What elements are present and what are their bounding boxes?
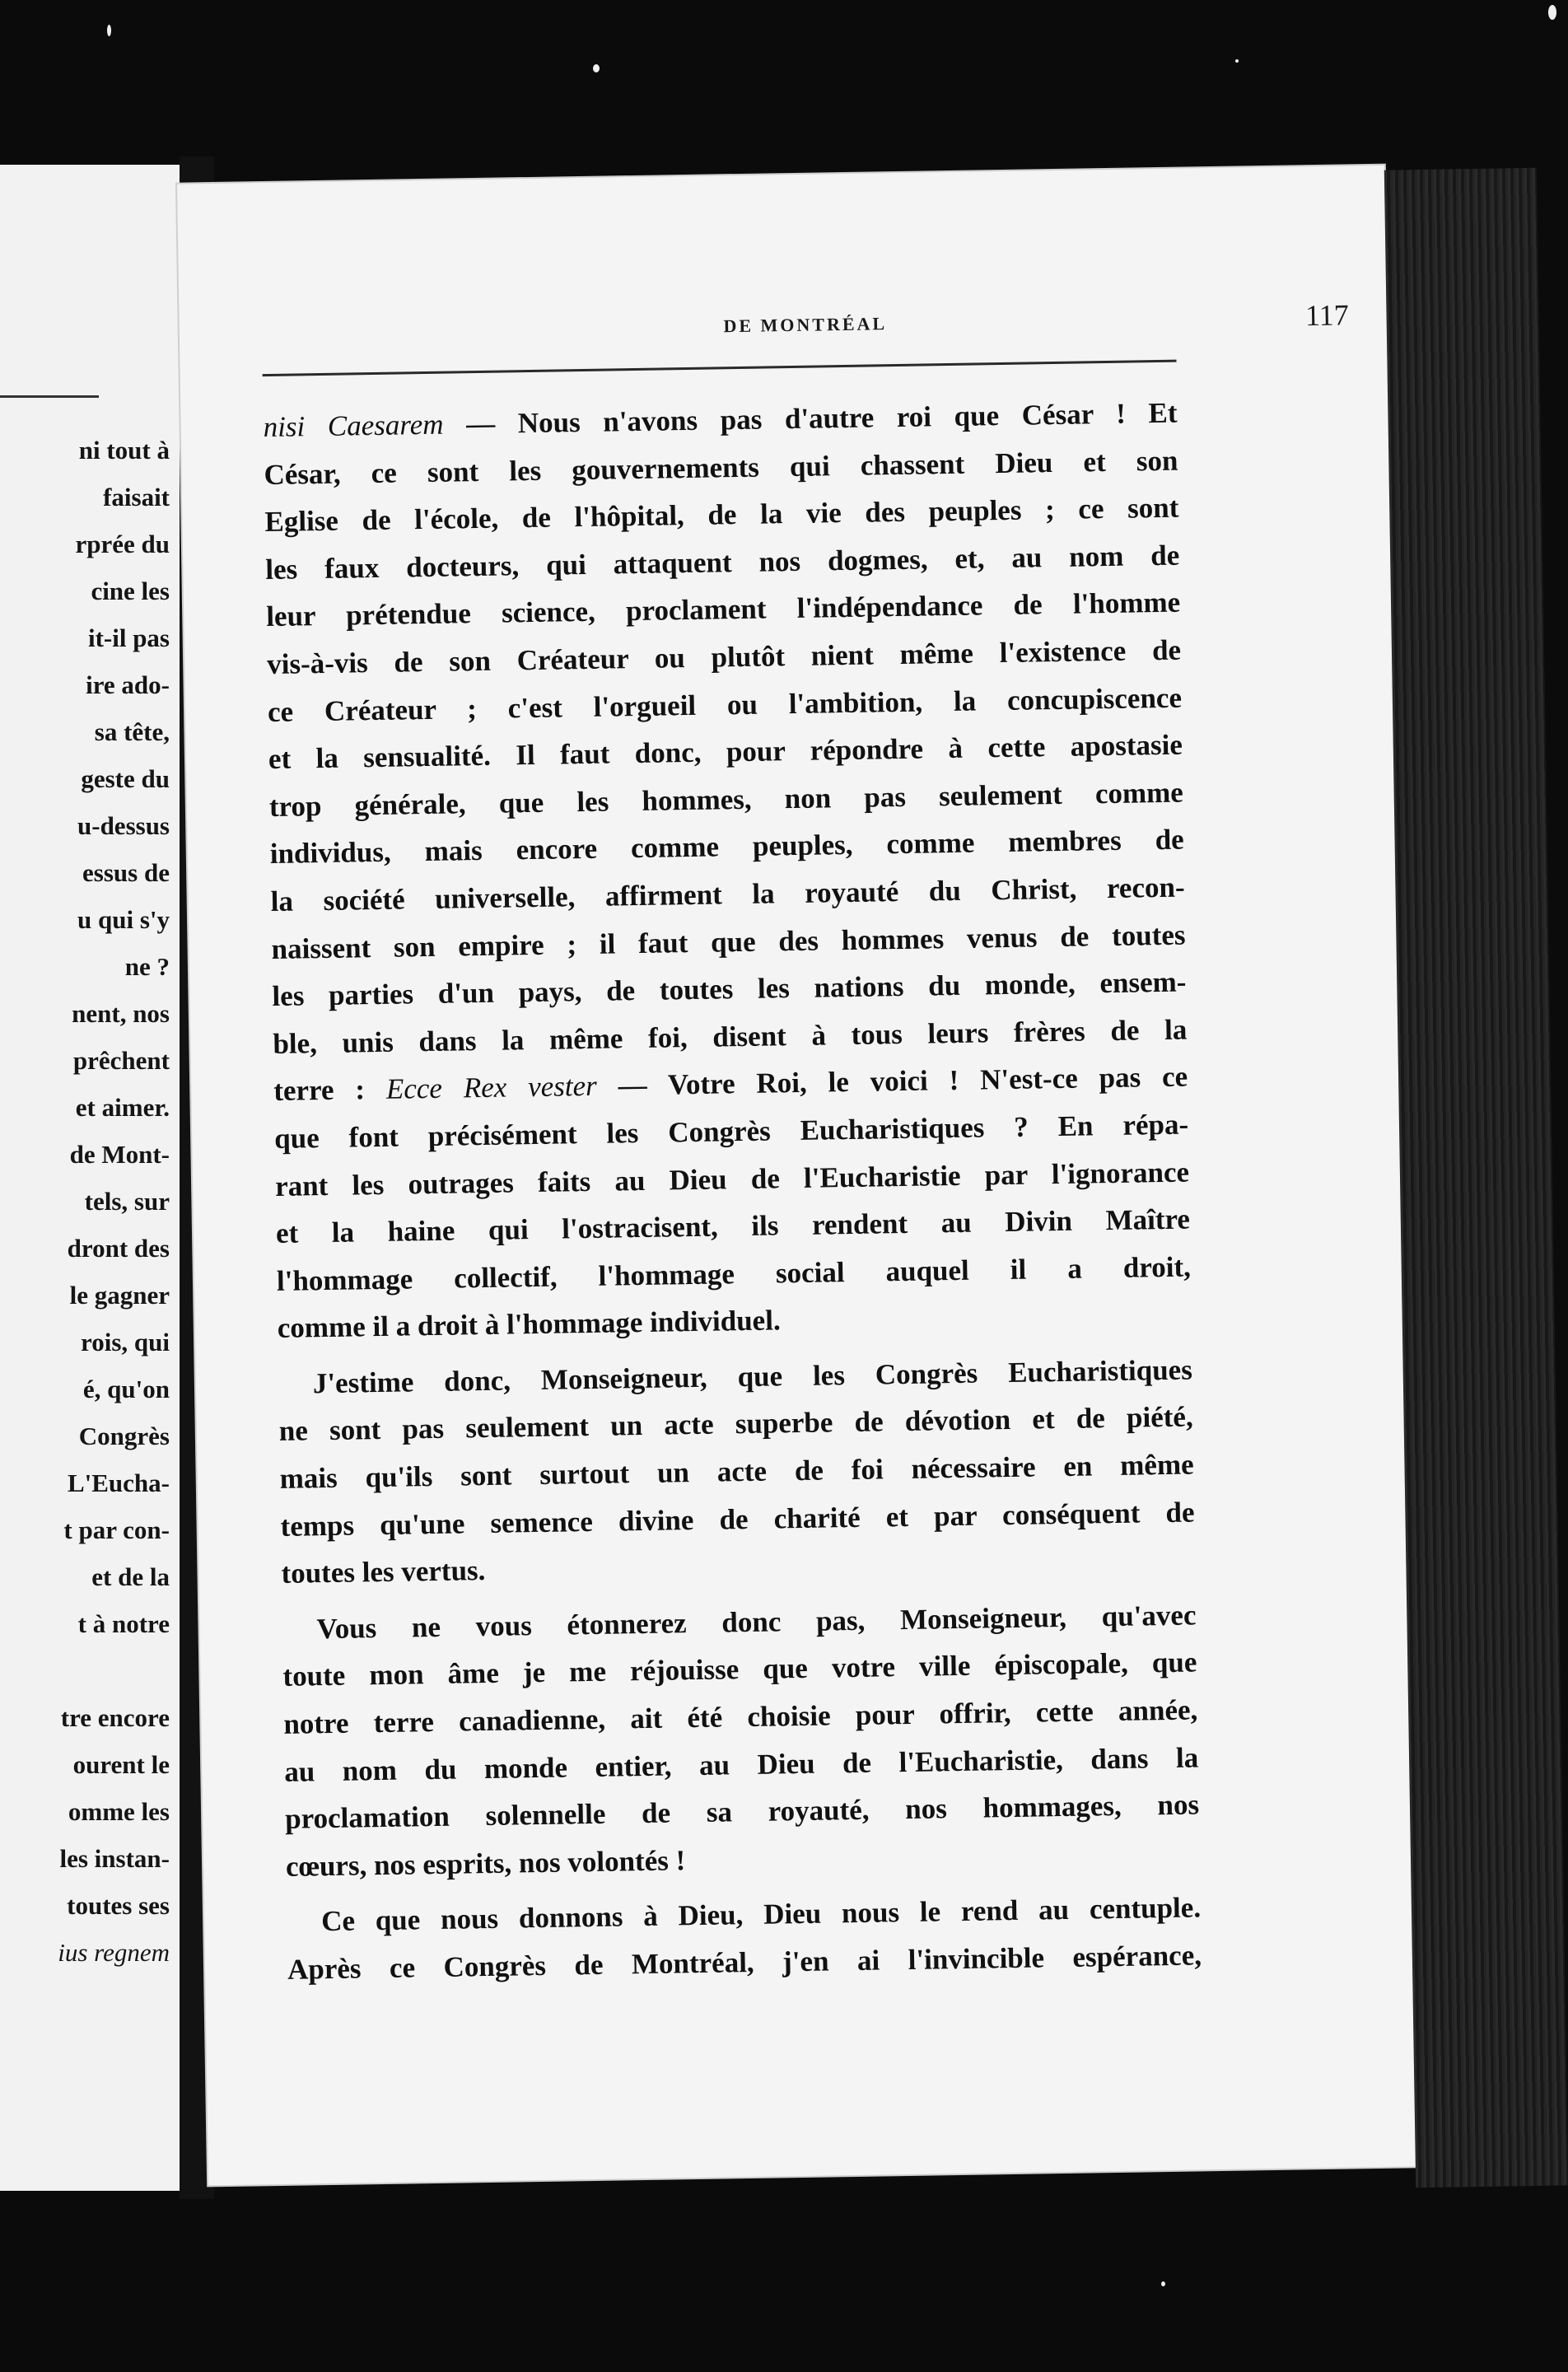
text-line: Après ce Congrès de Montréal, j'en ai l'invincible espérance,	[287, 1939, 1202, 1986]
text-line: toute mon âme je me réjouisse que votre ville épiscopale, que	[282, 1646, 1197, 1693]
previous-page-line: et de la	[91, 1562, 170, 1591]
text-line: leur prétendue science, proclament l'indépendance de l'homme	[265, 586, 1181, 633]
text-line: les faux docteurs, qui attaquent nos dogmes, et, au nom de	[265, 539, 1180, 586]
previous-page-line: cine les	[91, 577, 170, 605]
previous-page-line: ourent le	[72, 1750, 170, 1779]
running-header	[262, 297, 1350, 364]
text-line: rant les outrages faits au Dieu de l'Eucharistie par l'ignorance	[274, 1156, 1190, 1202]
text-line: Eglise de l'école, de l'hôpital, de la vie des peuples ; ce sont	[264, 491, 1179, 539]
previous-page-line: it-il pas	[87, 623, 170, 652]
previous-page-line: prêchent	[72, 1046, 170, 1075]
text-line: proclamation solennelle de sa royauté, nos hommages, nos	[284, 1788, 1200, 1836]
previous-page-line: t à notre	[77, 1609, 170, 1638]
previous-page-line: tels, sur	[84, 1187, 170, 1216]
text-line: que font précisément les Congrès Eucharistiques ? En répa-	[273, 1108, 1189, 1155]
previous-page-line: et aimer.	[75, 1093, 170, 1122]
text-line: J'estime donc, Monseigneur, que les Congrès Eucharistiques	[312, 1353, 1193, 1400]
text-line: César, ce sont les gouvernements qui chassent Dieu et son	[264, 444, 1178, 491]
previous-page-line: é, qu'on	[82, 1375, 170, 1403]
previous-page-edge	[0, 165, 180, 2191]
previous-page-line	[58, 1647, 170, 1694]
page-block-edge	[1384, 168, 1568, 2188]
previous-page-line: le gagner	[69, 1281, 170, 1310]
dust-speck	[1161, 2281, 1165, 2286]
text-line: individus, mais encore comme peuples, comme membres de	[269, 823, 1184, 871]
latin-quote: nisi Caesarem	[263, 408, 444, 444]
previous-page-line: essus de	[82, 858, 170, 887]
previous-page-line: u-dessus	[77, 811, 170, 840]
previous-page-line: rois, qui	[81, 1328, 170, 1356]
text-line: Ce que nous donnons à Dieu, Dieu nous le rend au centuple.	[320, 1891, 1202, 1938]
text-fragment: — Votre Roi, le voici ! N'est-ce pas ce	[596, 1060, 1188, 1103]
text-line: ce Créateur ; c'est l'orgueil ou l'ambition, la concupiscence	[267, 681, 1183, 728]
text-line: la société universelle, affirment la royauté du Christ, recon-	[270, 871, 1185, 918]
header-title: DE MONTRÉAL	[723, 313, 888, 337]
previous-page-line: rprée du	[75, 530, 170, 558]
dust-speck	[107, 25, 111, 36]
text-line: cœurs, nos esprits, nos volontés !	[285, 1844, 686, 1883]
header-rule	[263, 360, 1177, 376]
previous-page-line: u qui s'y	[77, 905, 170, 934]
previous-page-line: omme les	[68, 1797, 170, 1826]
text-fragment: — Nous n'avons pas d'autre roi que César ! Et	[443, 396, 1178, 441]
text-line: au nom du monde entier, au Dieu de l'Eucharistie, dans la	[283, 1741, 1199, 1788]
text-line: et la haine qui l'ostracisent, ils rendent au Divin Maître	[275, 1202, 1191, 1250]
previous-page-line: Congrès	[78, 1422, 170, 1450]
text-line: toutes les vertus.	[281, 1554, 486, 1590]
text-line: comme il a droit à l'hommage individuel.	[277, 1304, 781, 1345]
text-line: l'hommage collectif, l'hommage social auquel il a droit,	[276, 1250, 1192, 1297]
page-number: 117	[1304, 298, 1349, 333]
previous-page-line: faisait	[103, 483, 170, 511]
previous-page-line: L'Eucha-	[67, 1468, 170, 1497]
text-line: naissent son empire ; il faut que des hommes venus de toutes	[271, 918, 1186, 965]
text-line: temps qu'une semence divine de charité et par conséquent de	[280, 1496, 1195, 1543]
previous-page-line: ire ado-	[86, 670, 170, 699]
previous-page-text	[58, 427, 170, 1976]
previous-page-line: nent, nos	[72, 999, 170, 1028]
previous-page-header-rule	[0, 395, 99, 398]
text-line: et la sensualité. Il faut donc, pour répondre à cette apostasie	[268, 728, 1183, 776]
dust-speck	[593, 64, 600, 72]
previous-page-line: tre encore	[60, 1703, 170, 1732]
previous-page-line: toutes ses	[67, 1891, 170, 1920]
text-line: vis-à-vis de son Créateur ou plutôt nient même l'existence de	[266, 633, 1182, 680]
text-line: Vous ne vous étonnerez donc pas, Monseigneur, qu'avec	[316, 1599, 1197, 1646]
previous-page-line: ne ?	[124, 952, 170, 981]
previous-page-line: de Mont-	[69, 1140, 170, 1169]
previous-page-line: sa tête,	[94, 717, 170, 746]
text-line: les parties d'un pays, de toutes les nations du monde, ensem-	[272, 965, 1187, 1013]
current-page	[177, 166, 1416, 2186]
dust-speck	[1235, 59, 1239, 63]
text-line: trop générale, que les hommes, non pas seulement comme	[268, 776, 1184, 823]
previous-page-line: les instan-	[59, 1844, 170, 1873]
dust-speck	[1548, 5, 1556, 20]
previous-page-line: ni tout à	[78, 436, 170, 465]
text-line: ne sont pas seulement un acte superbe de dévotion et de piété,	[278, 1400, 1193, 1448]
body-text	[263, 390, 1202, 1994]
latin-quote: Ecce Rex vester	[385, 1070, 598, 1106]
text-line: ble, unis dans la même foi, disent à tous leurs frères de la	[273, 1013, 1188, 1060]
text-line: mais qu'ils sont surtout un acte de foi nécessaire en même	[279, 1448, 1194, 1495]
previous-page-line: dront des	[67, 1234, 170, 1263]
previous-page-line: ius regnem	[58, 1938, 170, 1967]
previous-page-line: t par con-	[63, 1515, 170, 1544]
text-line: notre terre canadienne, ait été choisie pour offrir, cette année,	[283, 1693, 1198, 1740]
previous-page-line: geste du	[81, 764, 170, 793]
text-fragment: terre :	[273, 1073, 387, 1108]
